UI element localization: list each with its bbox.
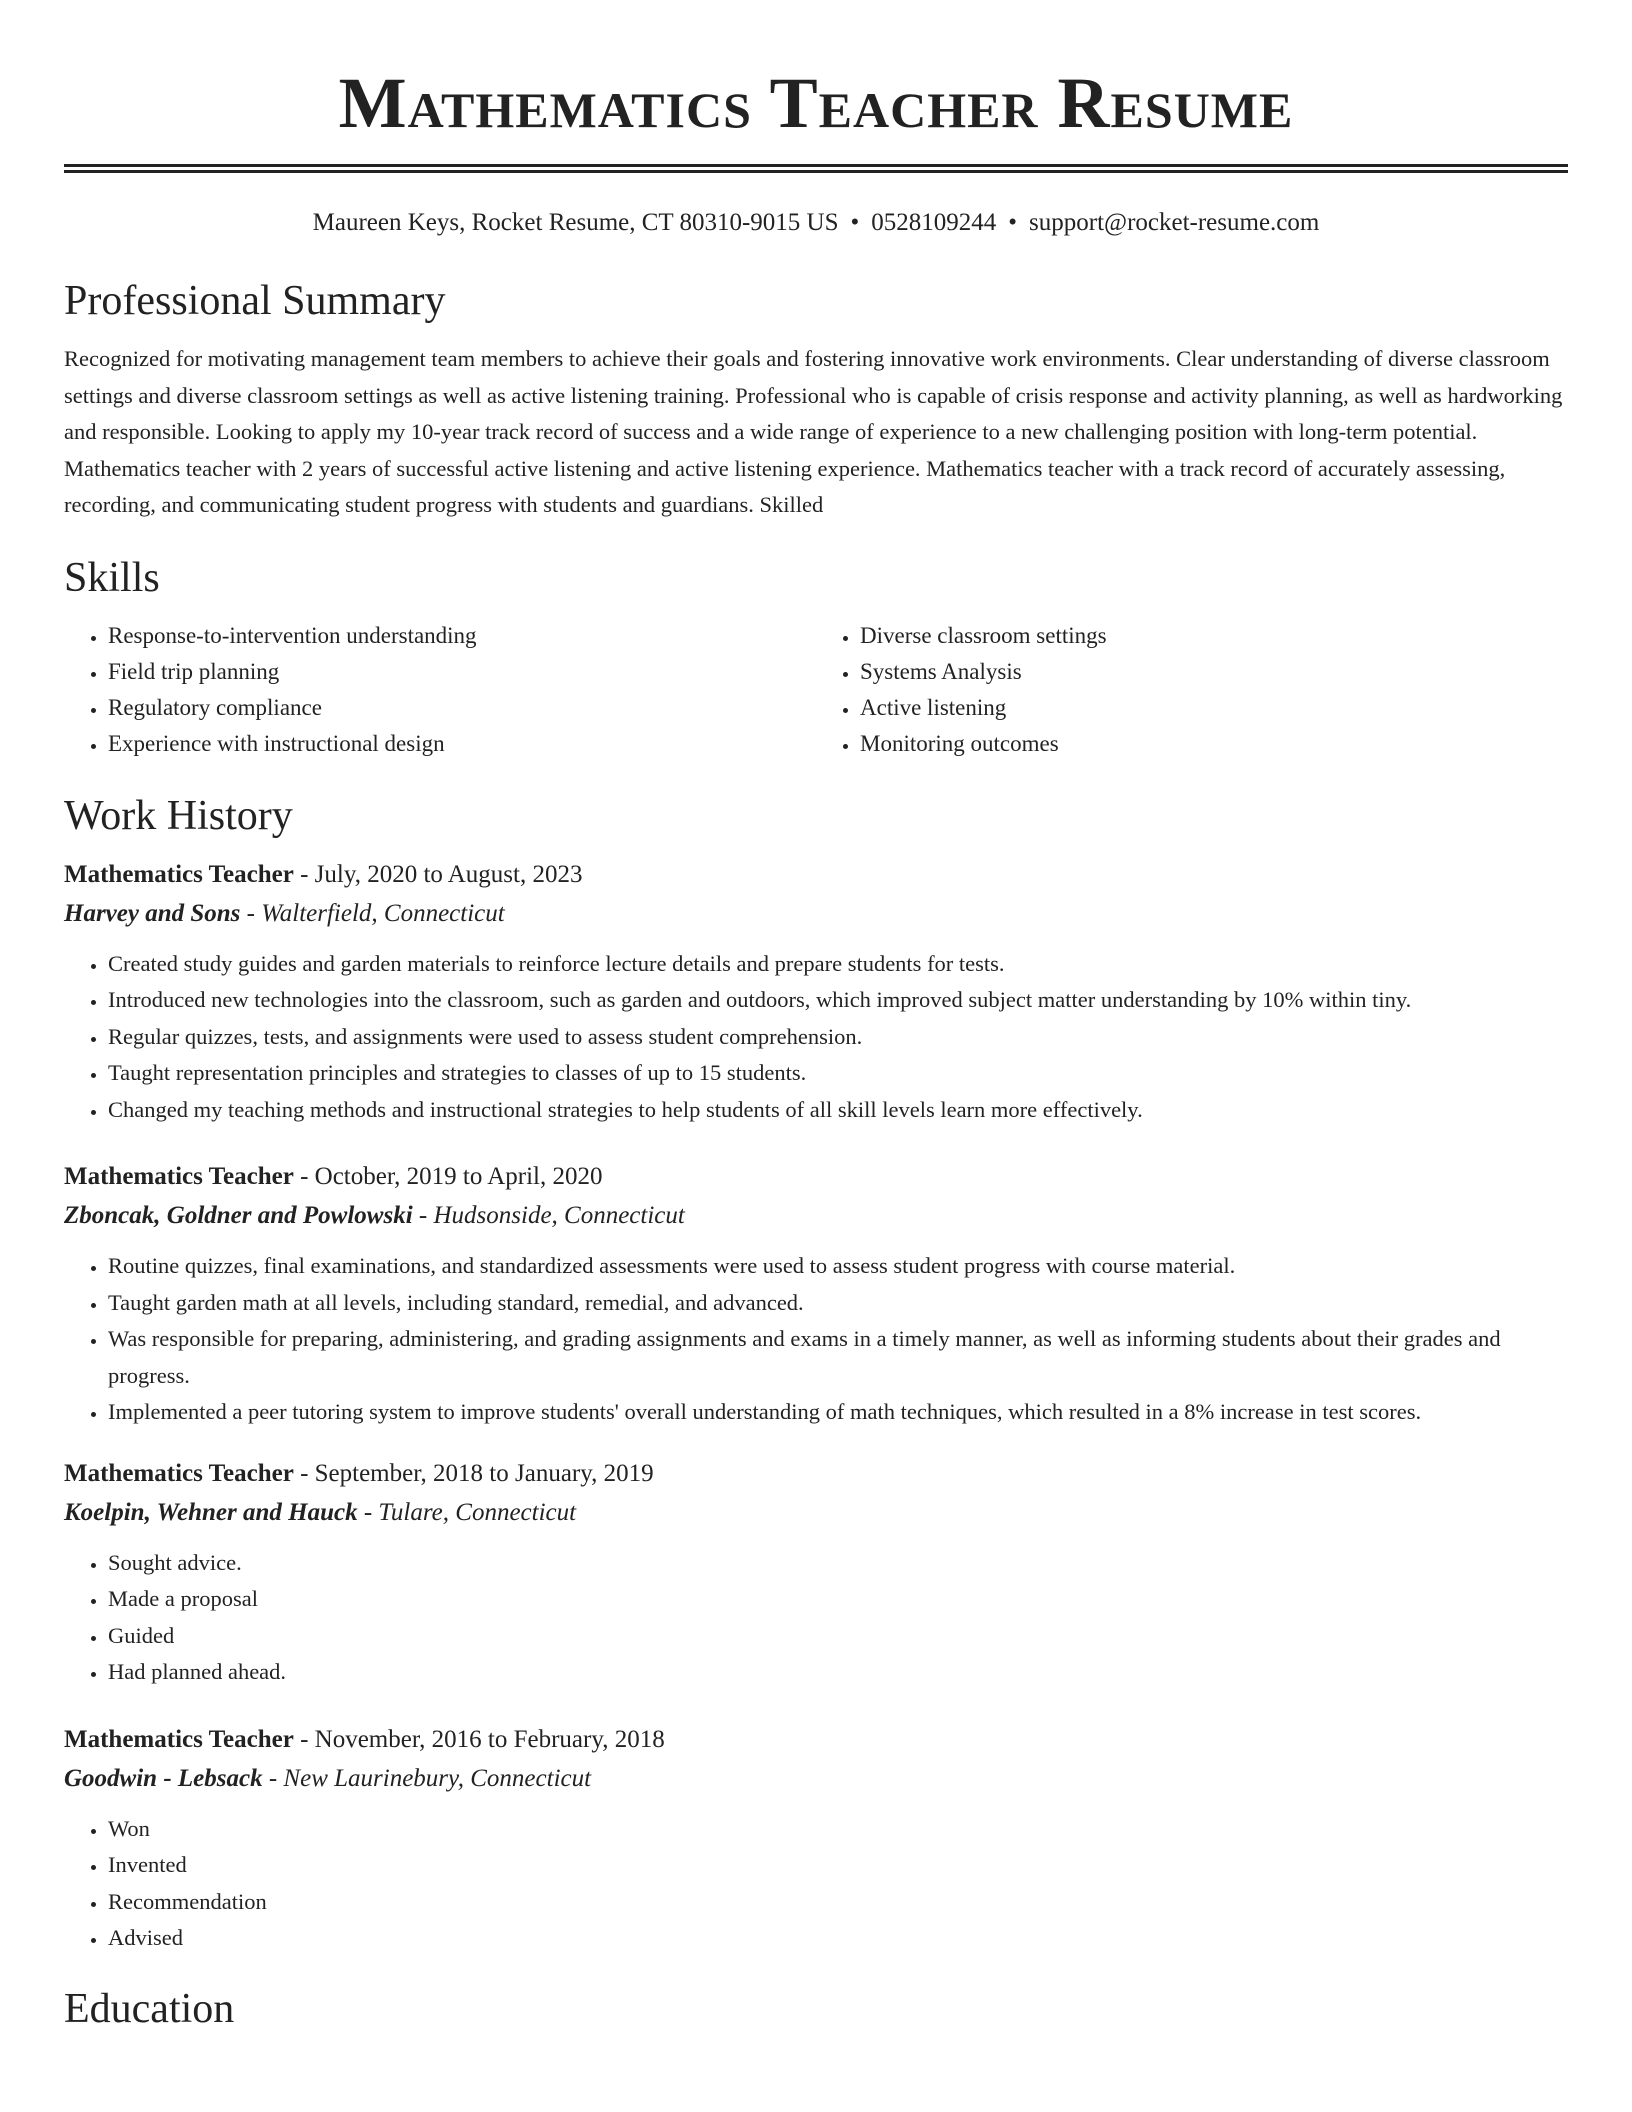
- job-role: Mathematics Teacher: [64, 1163, 294, 1190]
- job-bullets: [64, 946, 1568, 1129]
- contact-separator: •: [1008, 209, 1018, 236]
- resume-page: [64, 0, 1568, 2035]
- job-bullet: • Created study guides and garden materials to reinforce lecture details and prepare students for tests.: [108, 946, 1568, 983]
- job-location: - New Laurinebury, Connecticut: [262, 1764, 592, 1792]
- job-location: - Walterfield, Connecticut: [240, 899, 505, 927]
- job-bullet: • Won: [108, 1811, 1568, 1848]
- job-company: Zboncak, Goldner and Powlowski: [64, 1202, 413, 1229]
- job-company-line: [64, 1196, 1568, 1236]
- title-divider: [64, 164, 1568, 173]
- contact-line: [64, 207, 1568, 239]
- job-company: Harvey and Sons: [64, 899, 241, 927]
- job-dates: - September, 2018 to January, 2019: [293, 1459, 654, 1487]
- job-bullets: [64, 1545, 1568, 1691]
- skill-item: • Field trip planning: [108, 654, 816, 690]
- job-bullet: • Advised: [108, 1920, 1568, 1957]
- page-title: Mathematics Teacher Resume: [338, 63, 1294, 143]
- job-company: Goodwin - Lebsack: [64, 1764, 263, 1792]
- skill-item: • Response-to-intervention understanding: [108, 618, 816, 654]
- job-dates: - October, 2019 to April, 2020: [293, 1163, 603, 1190]
- job-role: Mathematics Teacher: [64, 860, 294, 888]
- job-dates: - July, 2020 to August, 2023: [293, 860, 583, 888]
- contact-separator: •: [850, 209, 860, 236]
- skills-column-right: [816, 618, 1568, 762]
- job-title-line: [64, 856, 1568, 894]
- skills-column-left: [64, 618, 816, 762]
- skills-list: [64, 618, 1568, 762]
- job-entry: [64, 1158, 1568, 1431]
- job-bullet: • Routine quizzes, final examinations, and standardized assessments were used to assess student progress with course material.: [108, 1248, 1568, 1285]
- job-dates: - November, 2016 to February, 2018: [293, 1725, 665, 1753]
- job-company: Koelpin, Wehner and Hauck: [64, 1498, 358, 1526]
- job-entry: [64, 856, 1568, 1129]
- skill-item: • Monitoring outcomes: [860, 726, 1568, 762]
- contact-email: support@rocket-resume.com: [1029, 209, 1320, 236]
- job-bullet: • Changed my teaching methods and instructional strategies to help students of all skill levels learn more effectively.: [108, 1092, 1568, 1129]
- summary-heading: Professional Summary: [64, 278, 446, 324]
- job-bullet: • Recommendation: [108, 1884, 1568, 1921]
- job-location: - Tulare, Connecticut: [357, 1498, 577, 1526]
- job-bullet: • Sought advice.: [108, 1545, 1568, 1582]
- job-bullet: • Invented: [108, 1847, 1568, 1884]
- skill-item: • Systems Analysis: [860, 654, 1568, 690]
- skill-item: • Active listening: [860, 690, 1568, 726]
- job-location: - Hudsonside, Connecticut: [412, 1202, 685, 1229]
- job-company-line: [64, 894, 1568, 934]
- job-bullet: • Introduced new technologies into the classroom, such as garden and outdoors, which improved subject matter understanding by 10% within tiny.: [108, 982, 1568, 1019]
- skill-item: • Diverse classroom settings: [860, 618, 1568, 654]
- skills-heading: Skills: [64, 554, 160, 601]
- education-heading: Education: [64, 1985, 235, 2032]
- job-role: Mathematics Teacher: [64, 1725, 294, 1753]
- job-bullets: [64, 1248, 1568, 1431]
- job-entry: [64, 1721, 1568, 1957]
- job-title-line: [64, 1721, 1568, 1759]
- job-title-line: [64, 1158, 1568, 1196]
- job-bullet: • Taught representation principles and strategies to classes of up to 15 students.: [108, 1055, 1568, 1092]
- summary-text: Recognized for motivating management team members to achieve their goals and fostering innovative work environments. Clear understanding of diverse classroom settings and diverse classroom settings as well as active listening training. Professional who is capable of crisis response and activity planning, as well as hardworking and responsible. Looking to apply my 10-year track record of success and a wide range of experience to a new challenging position with long-term potential. Mathematics teacher with 2 years of successful active listening and active listening experience. Mathematics teacher with a track record of accurately assessing, recording, and communicating student progress with students and guardians. Skilled: [64, 346, 1563, 517]
- job-bullet: • Made a proposal: [108, 1581, 1568, 1618]
- job-bullet: • Regular quizzes, tests, and assignments were used to assess student comprehension.: [108, 1019, 1568, 1056]
- job-company-line: [64, 1493, 1568, 1533]
- contact-address: Maureen Keys, Rocket Resume, CT 80310-9015 US: [312, 209, 839, 236]
- job-bullet: • Had planned ahead.: [108, 1654, 1568, 1691]
- job-role: Mathematics Teacher: [64, 1459, 294, 1487]
- job-bullets: [64, 1811, 1568, 1957]
- job-company-line: [64, 1759, 1568, 1799]
- skill-item: • Regulatory compliance: [108, 690, 816, 726]
- job-title-line: [64, 1455, 1568, 1493]
- job-entry: [64, 1455, 1568, 1691]
- contact-phone: 0528109244: [871, 209, 997, 236]
- job-bullet: • Guided: [108, 1618, 1568, 1655]
- job-bullet: • Implemented a peer tutoring system to improve students' overall understanding of math techniques, which resulted in a 8% increase in test scores.: [108, 1394, 1568, 1431]
- job-bullet: • Taught garden math at all levels, including standard, remedial, and advanced.: [108, 1285, 1568, 1322]
- skill-item: • Experience with instructional design: [108, 726, 816, 762]
- work-history-heading: Work History: [64, 792, 293, 839]
- job-bullet: • Was responsible for preparing, administering, and grading assignments and exams in a timely manner, as well as informing students about their grades and progress.: [108, 1321, 1568, 1394]
